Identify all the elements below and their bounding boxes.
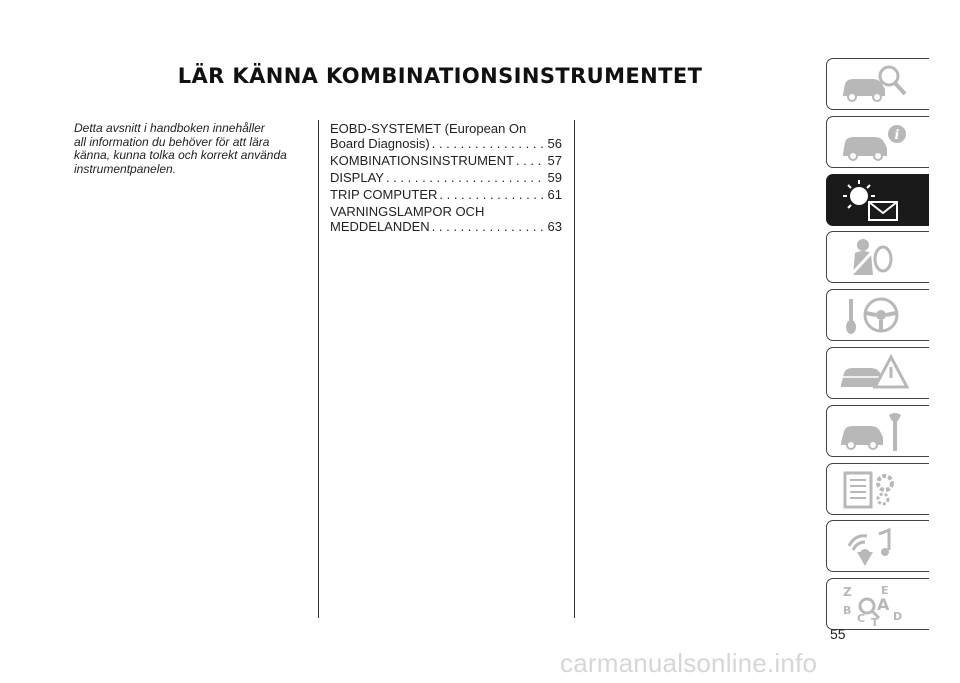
toc-entry-display[interactable]: DISPLAY . . . 59 [330, 170, 562, 185]
toc-page-number: 63 [547, 219, 562, 234]
svg-text:B: B [843, 604, 852, 618]
watermark: carmanualsonline.info [560, 648, 818, 678]
tab-index[interactable] [826, 578, 929, 630]
svg-text:i: i [894, 127, 900, 143]
car-info-icon [835, 120, 915, 164]
tab-multimedia[interactable] [826, 520, 929, 572]
svg-text:C: C [857, 612, 866, 626]
tab-technical-data[interactable] [826, 463, 929, 515]
toc-page-number: 56 [547, 136, 562, 151]
dot-leader [439, 187, 545, 202]
svg-text:T: T [871, 616, 879, 627]
tab-safety[interactable] [826, 231, 929, 283]
car-warning-triangle-icon [835, 351, 915, 395]
airbag-seatbelt-icon [835, 235, 915, 279]
intro-text: Detta avsnitt i handboken innehåller all information du behöver för att lära känna, kunna tolka och korrekt använda instrumentpanelen. [74, 121, 287, 176]
column-divider-right [574, 120, 575, 618]
toc-page-number: 57 [547, 153, 562, 168]
tab-car-info[interactable] [826, 116, 929, 168]
chapter-tabs [826, 58, 930, 636]
page-title: LÄR KÄNNA KOMBINATIONSINSTRUMENTET [177, 64, 703, 88]
dot-leader [432, 219, 546, 234]
toc-page-number: 59 [547, 170, 562, 185]
tab-car-search[interactable] [826, 58, 929, 110]
svg-text:E: E [881, 584, 889, 598]
tab-service[interactable] [826, 405, 929, 457]
svg-text:A: A [877, 595, 890, 615]
dot-leader [386, 170, 546, 185]
car-search-icon [835, 62, 915, 106]
dot-leader [516, 153, 546, 168]
svg-text:Z: Z [843, 585, 852, 600]
toc-page-number: 61 [547, 187, 562, 202]
page-number: 55 [830, 626, 846, 642]
svg-text:D: D [893, 610, 903, 624]
toc-entry-varningslampor[interactable]: VARNINGSLAMPOR OCH MEDDELANDEN . . . 63 [330, 204, 562, 234]
warning-light-message-icon [835, 178, 915, 222]
column-divider-left [318, 120, 319, 618]
toc-entry-trip-computer[interactable]: TRIP COMPUTER . . . 61 [330, 187, 562, 202]
tab-emergency[interactable] [826, 347, 929, 399]
multimedia-icon [835, 524, 915, 568]
toc-entry-kombinationsinstrument[interactable]: KOMBINATIONSINSTRUMENT . . . 57 [330, 153, 562, 168]
dot-leader [432, 136, 546, 151]
key-steering-wheel-icon [835, 293, 915, 337]
specs-gear-icon [835, 467, 915, 511]
alphabetical-index-icon [835, 582, 915, 626]
toc-entry-eobd[interactable]: EOBD-SYSTEMET (European On Board Diagnosis) . . . 56 [330, 121, 562, 151]
table-of-contents [330, 121, 562, 236]
tab-starting-driving[interactable] [826, 289, 929, 341]
tab-warning-lights[interactable] [826, 174, 929, 226]
car-wrench-icon [835, 409, 915, 453]
